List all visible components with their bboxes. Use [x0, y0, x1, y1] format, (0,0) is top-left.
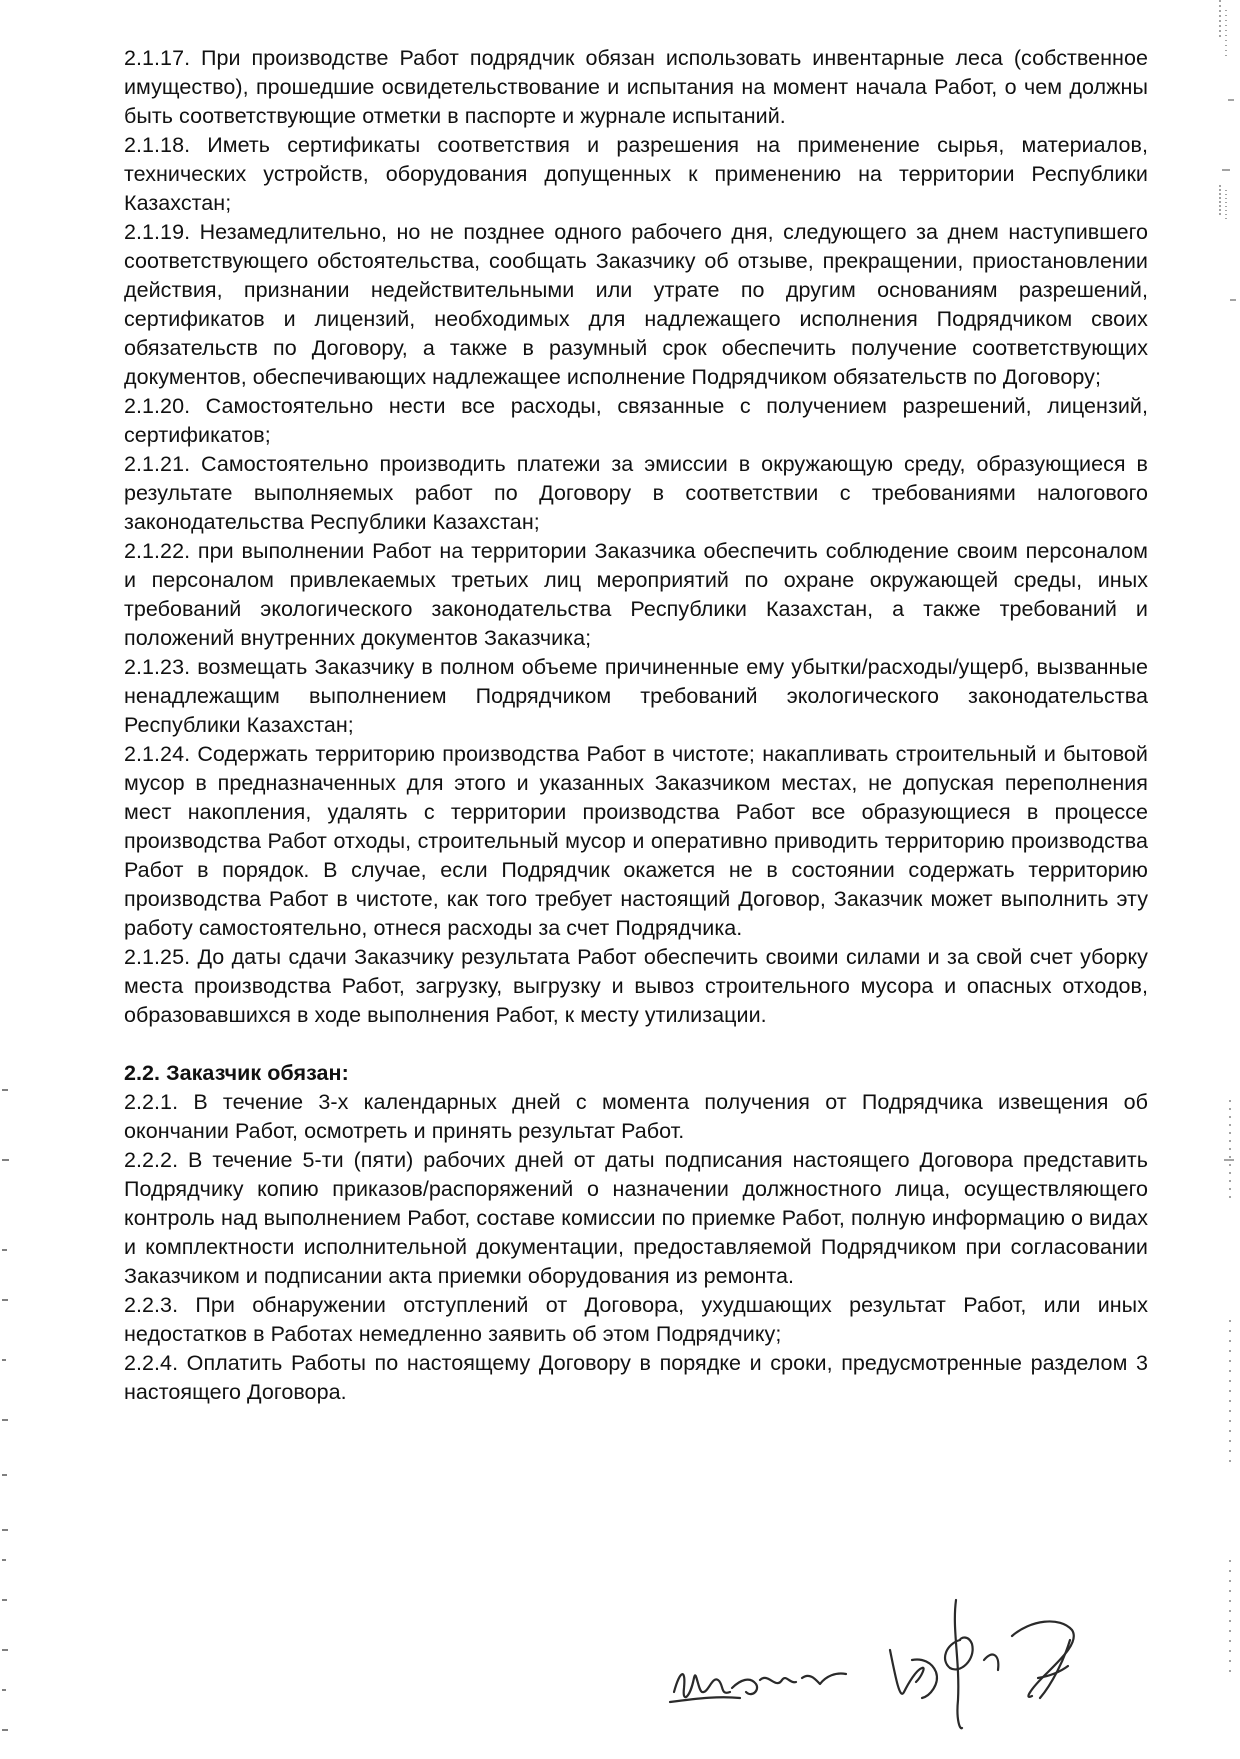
clause-2-1-21: 2.1.21. Самостоятельно производить платежи за эмиссии в окружающую среду, образующиеся в результате выполняемых работ по Договору в соответствии с требованиями налогового законодательства Республики Казахстан;	[124, 452, 1148, 534]
document-body	[124, 44, 1148, 1407]
scan-edge-marks-left	[0, 0, 20, 1754]
clause-2-1-22: 2.1.22. при выполнении Работ на территории Заказчика обеспечить соблюдение своим персоналом и персоналом привлекаемых третьих лиц мероприятий по охране окружающей среды, иных требований экологического законодательства Республики Казахстан, а также требований и положений внутренних документов Заказчика;	[124, 539, 1148, 650]
clause-2-1-25: 2.1.25. До даты сдачи Заказчику результата Работ обеспечить своими силами и за свой счет уборку места производства Работ, загрузку, выгрузку и вывоз строительного мусора и опасных отходов, образовавшихся в ходе выполнения Работ, к месту утилизации.	[124, 945, 1148, 1027]
clause-2-1-20: 2.1.20. Самостоятельно нести все расходы, связанные с получением разрешений, лицензий, сертификатов;	[124, 394, 1148, 447]
clause-2-1-24: 2.1.24. Содержать территорию производства Работ в чистоте; накапливать строительный и бытовой мусор в предназначенных для этого и указанных Заказчиком местах, не допуская переполнения мест накопления, удалять с территории производства Работ все образующиеся в процессе производства Работ отходы, строительный мусор и оперативно приводить территорию производства Работ в порядок. В случае, если Подрядчик окажется не в состоянии содержать территорию производства Работ в чистоте, как того требует настоящий Договор, Заказчик может выполнить эту работу самостоятельно, отнеся расходы за счет Подрядчика.	[124, 742, 1148, 940]
clause-2-1-18: 2.1.18. Иметь сертификаты соответствия и разрешения на применение сырья, материалов, технических устройств, оборудования допущенных к применению на территории Республики Казахстан;	[124, 133, 1148, 215]
clause-2-1-19: 2.1.19. Незамедлительно, но не позднее одного рабочего дня, следующего за днем наступившего соответствующего обстоятельства, сообщать Заказчику об отзыве, прекращении, приостановлении действия, признании недействительными или утрате по другим основаниям разрешений, сертификатов и лицензий, необходимых для надлежащего исполнения Подрядчиком своих обязательств по Договору, а также в разумный срок обеспечить получение соответствующих документов, обеспечивающих надлежащее исполнение Подрядчиком обязательств по Договору;	[124, 220, 1148, 389]
section-heading-2-2: 2.2. Заказчик обязан:	[124, 1061, 349, 1085]
clause-2-1-17: 2.1.17. При производстве Работ подрядчик обязан использовать инвентарные леса (собственное имущество), прошедшие освидетельствование и испытания на момент начала Работ, о чем должны быть соответствующие отметки в паспорте и журнале испытаний.	[124, 46, 1148, 128]
clause-2-1-23: 2.1.23. возмещать Заказчику в полном объеме причиненные ему убытки/расходы/ущерб, вызванные ненадлежащим выполнением Подрядчиком требований экологического законодательства Республики Казахстан;	[124, 655, 1148, 737]
scan-edge-marks-right	[1200, 0, 1240, 1754]
handwritten-signatures	[660, 1580, 1220, 1730]
clause-2-2-2: 2.2.2. В течение 5-ти (пяти) рабочих дней от даты подписания настоящего Договора представить Подрядчику копию приказов/распоряжений о назначении должностного лица, осуществляющего контроль над выполнением Работ, составе комиссии по приемке Работ, полную информацию о видах и комплектности исполнительной документации, предоставляемой Подрядчиком при согласовании Заказчиком и подписании акта приемки оборудования из ремонта.	[124, 1148, 1148, 1288]
clause-2-2-1: 2.2.1. В течение 3-х календарных дней с момента получения от Подрядчика извещения об окончании Работ, осмотреть и принять результат Работ.	[124, 1090, 1148, 1143]
clause-2-2-3: 2.2.3. При обнаружении отступлений от Договора, ухудшающих результат Работ, или иных недостатков в Работах немедленно заявить об этом Подрядчику;	[124, 1293, 1148, 1346]
clause-2-2-4: 2.2.4. Оплатить Работы по настоящему Договору в порядке и сроки, предусмотренные разделом 3 настоящего Договора.	[124, 1351, 1148, 1404]
